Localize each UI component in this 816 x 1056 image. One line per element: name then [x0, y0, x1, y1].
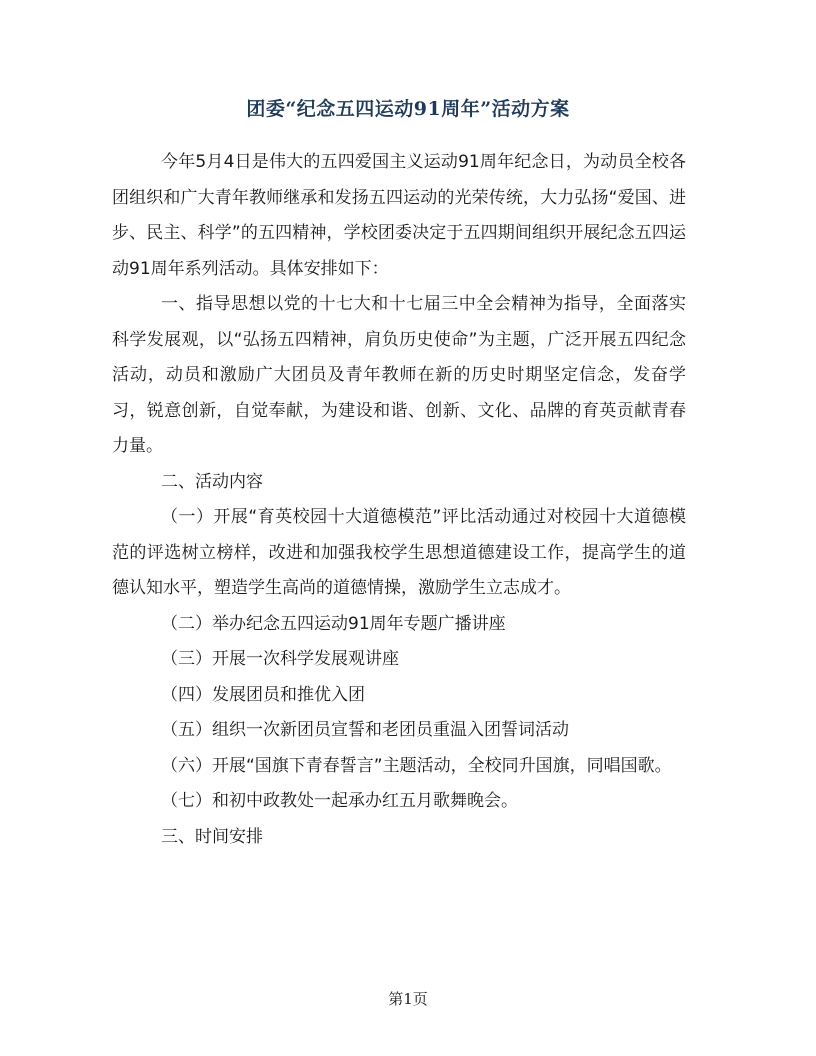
guiding-ideology-paragraph: 一、指导思想以党的十七大和十七届三中全会精神为指导，全面落实科学发展观，以“弘扬五四精神，肩负历史使命”为主题，广泛开展五四纪念活动，动员和激励广大团员及青年教师在新的历史时期坚定信念，发奋学习，锐意创新，自觉奉献，为建设和谐、创新、文化、品牌的育英贡献青春力量。 [112, 294, 686, 456]
activity-item-3: （三）开展一次科学发展观讲座 [161, 649, 399, 669]
activity-item-4: （四）发展团员和推优入团 [161, 684, 365, 705]
section-heading-schedule: 三、时间安排 [161, 826, 263, 847]
activity-item-6: （六）开展“国旗下青春誓言”主题活动，全校同升国旗，同唱国歌。 [161, 755, 672, 776]
activity-item-7: （七）和初中政教处一起承办红五月歌舞晚会。 [161, 791, 518, 811]
activity-item-2: （二）举办纪念五四运动91周年专题广播讲座 [161, 613, 506, 634]
page-number: 第1页 [388, 990, 428, 1008]
activity-item-1: （一）开展“育英校园十大道德模范”评比活动通过对校园十大道德模范的评选树立榜样，改进和加强我校学生思想道德建设工作，提高学生的道德认知水平，塑造学生高尚的道德情操，激励学生立志成才。 [112, 507, 686, 598]
intro-paragraph: 今年5月4日是伟大的五四爱国主义运动91周年纪念日，为动员全校各团组织和广大青年教师继承和发扬五四运动的光荣传统，大力弘扬“爱国、进步、民主、科学”的五四精神，学校团委决定于五四期间组织开展纪念五四运动91周年系列活动。具体安排如下： [112, 152, 686, 279]
activity-item-5: （五）组织一次新团员宣誓和老团员重温入团誓词活动 [161, 720, 569, 740]
document-title: 团委“纪念五四运动91周年”活动方案 [246, 98, 570, 120]
section-heading-activities: 二、活动内容 [161, 471, 263, 492]
document-body [112, 145, 686, 855]
